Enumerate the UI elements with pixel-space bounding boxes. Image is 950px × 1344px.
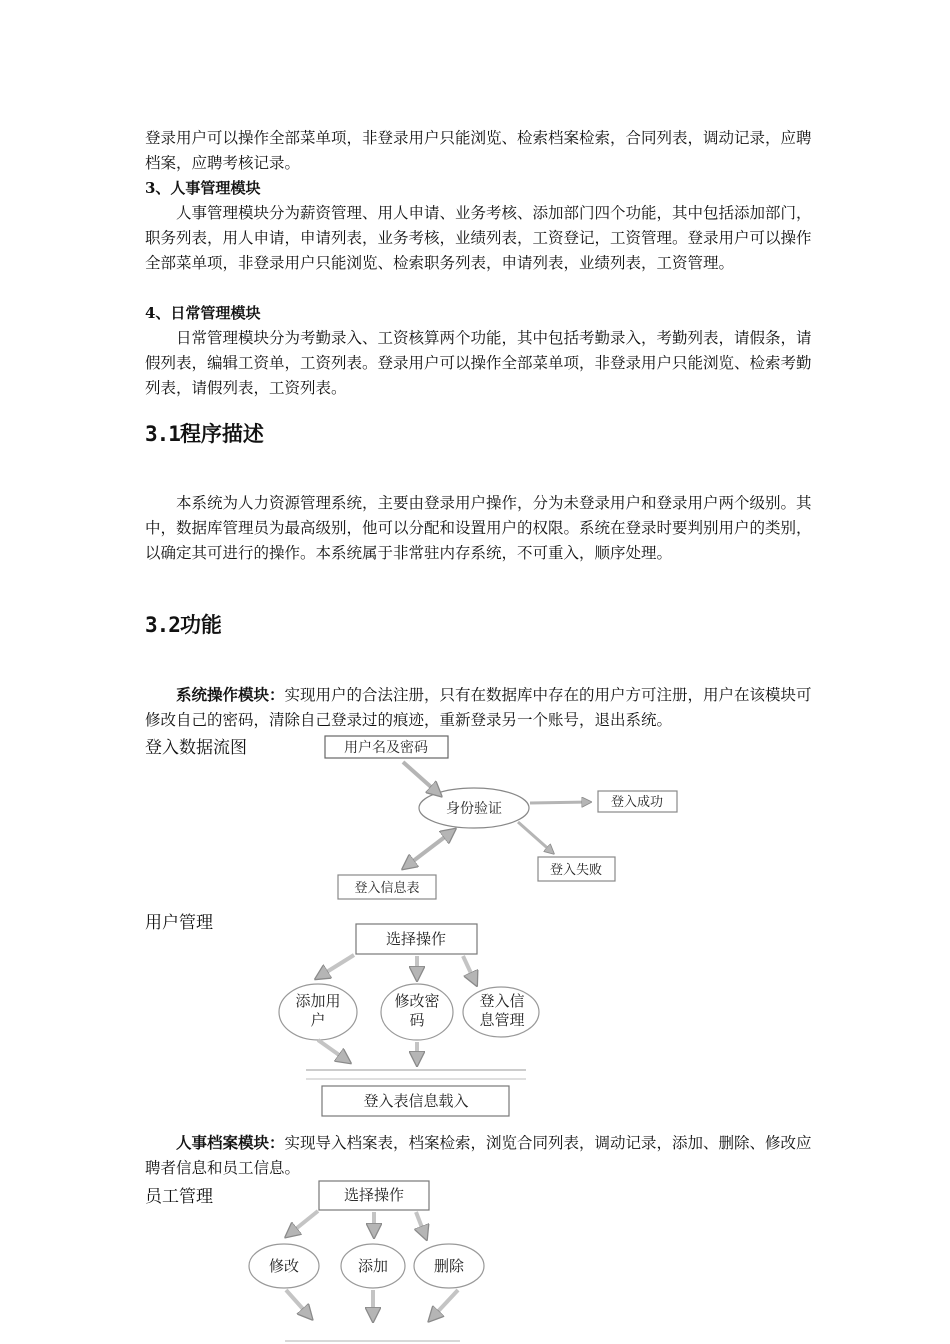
add-node [341,1244,405,1288]
svg-text:选择操作: 选择操作 [343,1186,405,1204]
daily-module-paragraph: 日常管理模块分为考勤录入、工资核算两个功能，其中包括考勤录入，考勤列表，请假条，请假列表，编辑工资单，工资列表。登录用户可以操作全部菜单项，非登录用户只能浏览、检索考勤列表，请假列表，工资列表。 [145,329,812,397]
hr-file-text: 实现导入档案表，档案检索，浏览合同列表，调动记录，添加、删除、修改应聘者信息和员工信息。 [145,1134,812,1177]
system-operation-text: 实现用户的合法注册，只有在数据库中存在的用户方可注册，用户在该模块可修改自己的密码，清除自己登录过的痕迹，重新登录另一个账号，退出系统。 [145,686,812,729]
svg-text:修改: 修改 [268,1257,300,1275]
svg-text:添加用: 添加用 [295,992,341,1010]
system-operation-label: 系统操作模块： [176,685,285,704]
svg-text:码: 码 [409,1011,425,1029]
arrow-select-to-delete [416,1212,426,1238]
svg-text:户: 户 [310,1011,326,1029]
section-title: 功能 [179,613,222,637]
delete-node [414,1244,484,1288]
svg-text:删除: 删除 [433,1257,465,1275]
section-number: 3.2 [145,613,180,637]
svg-text:息管理: 息管理 [479,1011,525,1029]
daily-module-heading: 4、日常管理模块 [145,304,261,322]
arrow-modify-down [286,1290,311,1318]
svg-text:身份验证: 身份验证 [446,801,502,817]
arrow-select-to-modify [287,1211,318,1236]
hr-module-paragraph: 人事管理模块分为薪资管理、用人申请、业务考核、添加部门四个功能，其中包括添加部门，职务列表，用人申请，申请列表，业务考核，业绩列表，工资登记，工资管理。登录用户可以操作全部菜单项，非登录用户只能浏览、检索职务列表，申请列表，业绩列表，工资管理。 [145,204,812,272]
svg-text:登入失败: 登入失败 [549,863,603,878]
svg-text:用户名及密码: 用户名及密码 [344,740,428,756]
svg-text:修改密: 修改密 [394,992,440,1010]
select-operation-node [319,1181,429,1210]
svg-text:登入成功: 登入成功 [610,795,664,810]
program-description-paragraph: 本系统为人力资源管理系统，主要由登录用户操作，分为未登录用户和登录用户两个级别。其中，数据库管理员为最高级别，他可以分配和设置用户的权限。系统在登录时要判别用户的类别，以确定其可进行的操作。本系统属于非常驻内存系统，不可重入，顺序处理。 [145,494,812,562]
employee-management-caption: 员工管理 [145,1187,213,1207]
svg-text:添加: 添加 [357,1257,389,1275]
login-permission-paragraph: 登录用户可以操作全部菜单项，非登录用户只能浏览、检索档案检索，合同列表，调动记录，应聘档案，应聘考核记录。 [145,129,812,172]
modify-node [249,1244,319,1288]
svg-text:登入信: 登入信 [479,992,525,1010]
svg-text:选择操作: 选择操作 [385,930,447,948]
section-number: 3.1 [145,422,180,446]
hr-file-label: 人事档案模块： [176,1133,285,1152]
section-title: 程序描述 [179,422,264,446]
login-dataflow-caption: 登入数据流图 [145,738,247,758]
hr-module-heading: 3、人事管理模块 [145,179,261,197]
svg-text:登入表信息载入: 登入表信息载入 [363,1092,469,1110]
svg-text:登入信息表: 登入信息表 [354,881,420,896]
arrow-delete-down [430,1290,458,1320]
user-management-caption: 用户管理 [145,913,213,933]
